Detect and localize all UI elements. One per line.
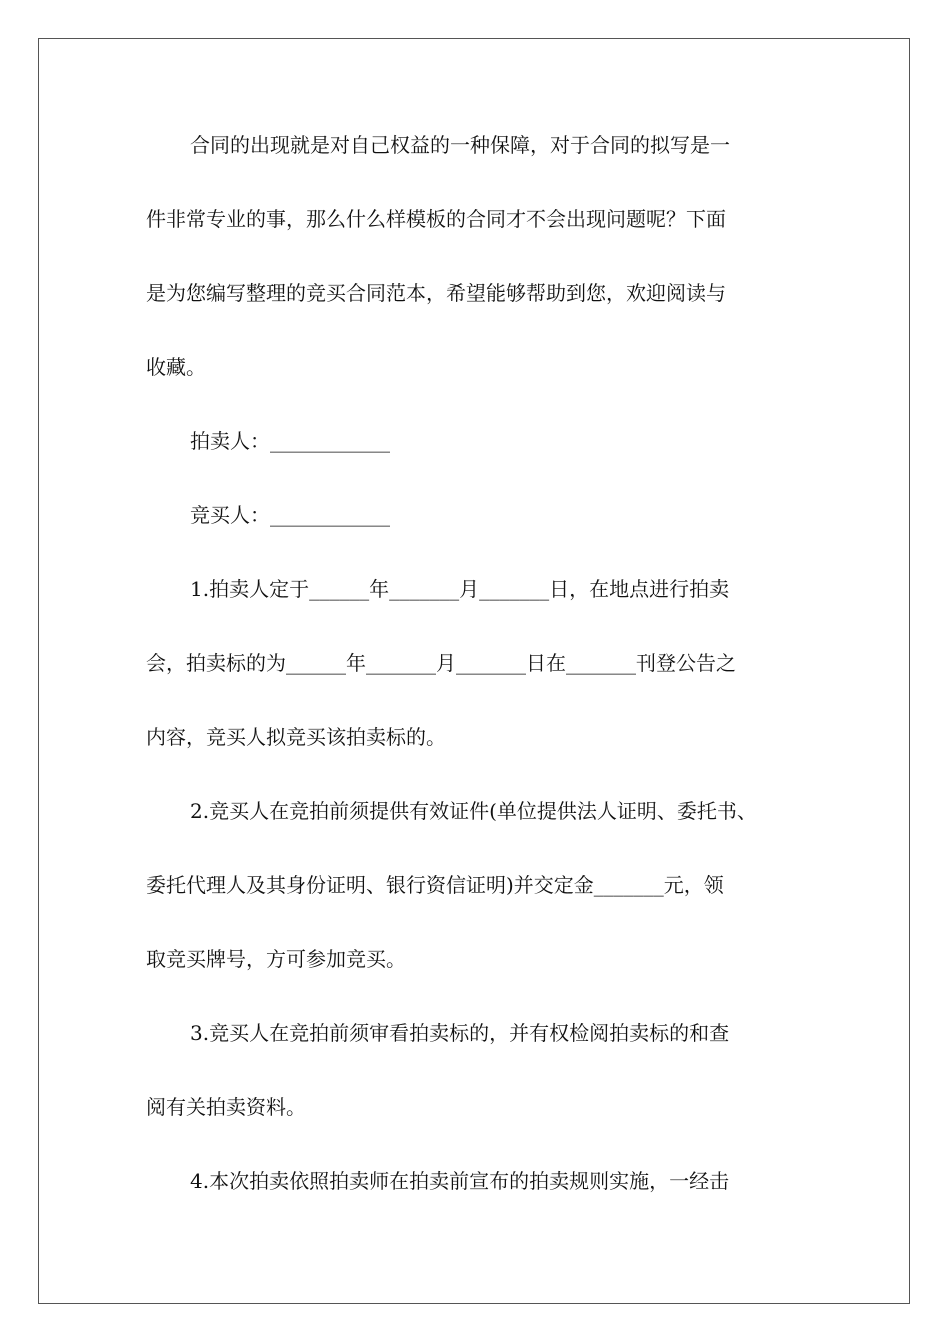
auctioneer-field: 拍卖人：____________ bbox=[190, 429, 390, 453]
intro-line-1: 合同的出现就是对自己权益的一种保障，对于合同的拟写是一 bbox=[190, 133, 730, 157]
clause-2-line-3: 取竞买牌号，方可参加竞买。 bbox=[146, 947, 406, 971]
intro-line-4: 收藏。 bbox=[146, 355, 206, 379]
clause-4-line-1: 4.本次拍卖依照拍卖师在拍卖前宣布的拍卖规则实施，一经击 bbox=[190, 1169, 730, 1193]
document-body bbox=[146, 127, 816, 1200]
clause-1-line-1: 1.拍卖人定于______年_______月_______日，在地点进行拍卖 bbox=[190, 577, 730, 601]
intro-line-2: 件非常专业的事，那么什么样模板的合同才不会出现问题呢？下面 bbox=[146, 207, 726, 231]
clause-1-line-2: 会，拍卖标的为______年_______月_______日在_______刊登公告之 bbox=[146, 651, 736, 675]
clause-3-line-2: 阅有关拍卖资料。 bbox=[146, 1095, 306, 1119]
clause-1-line-3: 内容，竞买人拟竞买该拍卖标的。 bbox=[146, 725, 446, 749]
intro-line-3: 是为您编写整理的竞买合同范本，希望能够帮助到您，欢迎阅读与 bbox=[146, 281, 726, 305]
clause-2-line-1: 2.竞买人在竞拍前须提供有效证件(单位提供法人证明、委托书、 bbox=[190, 799, 757, 823]
bidder-field: 竞买人：____________ bbox=[190, 503, 390, 527]
clause-3-line-1: 3.竞买人在竞拍前须审看拍卖标的，并有权检阅拍卖标的和查 bbox=[190, 1021, 730, 1045]
clause-2-line-2: 委托代理人及其身份证明、银行资信证明)并交定金_______元，领 bbox=[146, 873, 724, 897]
